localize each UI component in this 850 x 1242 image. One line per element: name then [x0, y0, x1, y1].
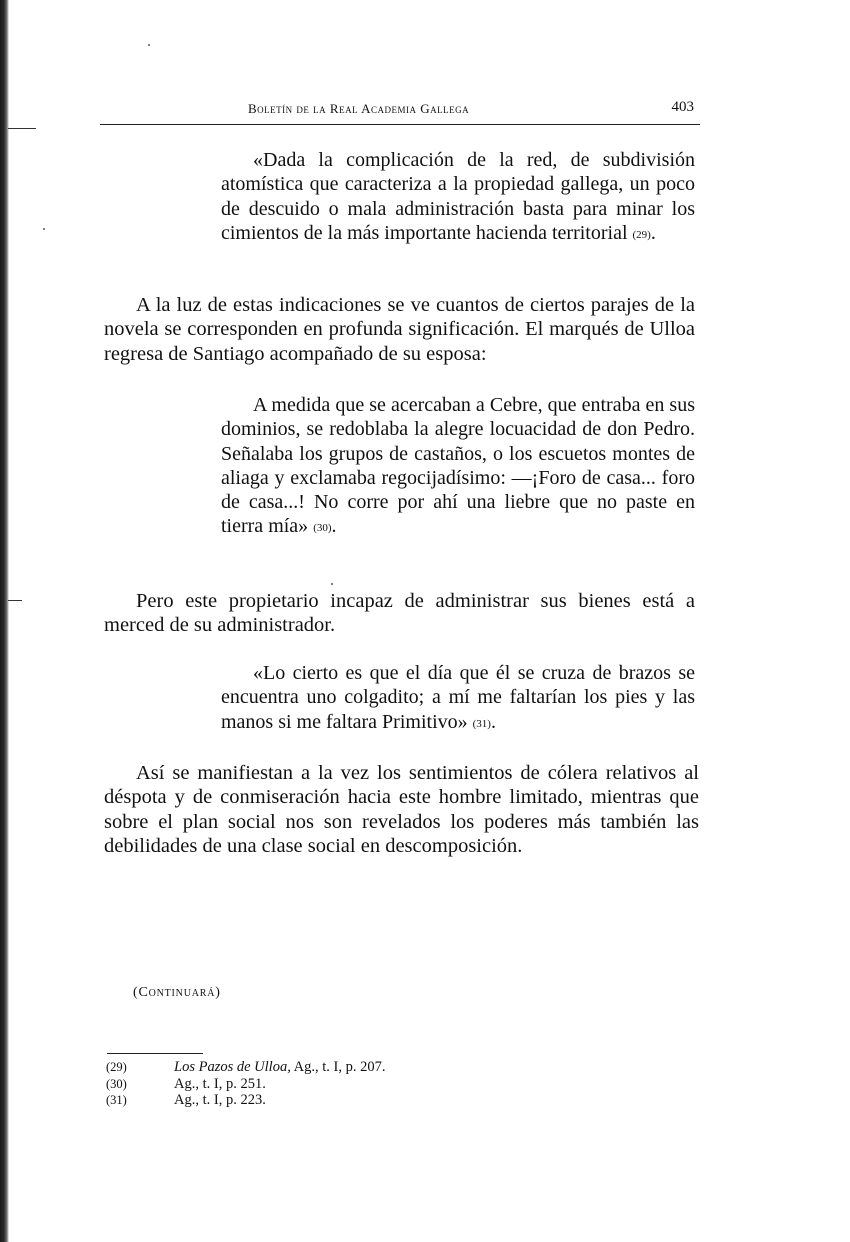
- quote-2-end: .: [331, 515, 337, 538]
- scan-speck: [43, 228, 45, 230]
- running-header: [100, 99, 700, 123]
- scan-mark: [8, 128, 36, 129]
- page-number: 403: [671, 99, 694, 115]
- block-quote-2: [221, 393, 695, 541]
- footnote-work-title: Los Pazos de Ulloa,: [174, 1059, 291, 1075]
- footnote-29: [106, 1059, 626, 1076]
- footnote-ref-29: (29): [632, 228, 651, 241]
- header-rule: [100, 124, 700, 125]
- footnote-citation: Ag., t. I, p. 207.: [293, 1059, 386, 1075]
- footnote-citation: Ag., t. I, p. 223.: [174, 1092, 266, 1108]
- quote-3-text: «Lo cierto es que el día que él se cruza de brazos se encuentra uno colgadito; a mí me faltarían los pies y las manos si me faltara Primitivo»: [221, 662, 695, 733]
- footnote-number: (31): [106, 1093, 127, 1107]
- quote-3-end: .: [490, 710, 496, 733]
- footnote-31: [106, 1092, 626, 1109]
- block-quote-3: [221, 661, 695, 736]
- footnote-ref-30: (30): [313, 522, 332, 535]
- quote-2-text: A medida que se acercaban a Cebre, que entraba en sus dominios, se redoblaba la alegre locuacidad de don Pedro. Señalaba los grupos de castaños, o los escuetos montes de aliaga y exclamaba regocijadísimo: —¡Foro de casa... foro de casa...! No corre por ahí una liebre que no paste en tierra mía»: [221, 394, 695, 538]
- quote-1-end: .: [650, 221, 656, 244]
- paragraph-2: Pero este propietario incapaz de administrar sus bienes está a merced de su administrador.: [104, 590, 695, 637]
- paragraph-3: Así se manifiestan a la vez los sentimientos de cólera relativos al déspota y de conmiseración hacia este hombre limitado, mientras que sobre el plan social nos son revelados los poderes más también las debilidades de una clase social en descomposición.: [104, 762, 699, 858]
- scan-binding-edge: [0, 0, 9, 1242]
- footnote-rule: [107, 1053, 203, 1054]
- journal-title: Boletín de la Real Academia Gallega: [248, 101, 470, 116]
- paragraph-1: A la luz de estas indicaciones se ve cuantos de ciertos parajes de la novela se corresponden en profunda significación. El marqués de Ulloa regresa de Santiago acompañado de su esposa:: [104, 294, 695, 365]
- scan-speck: [148, 44, 150, 46]
- footnote-30: [106, 1076, 626, 1093]
- footnote-citation: Ag., t. I, p. 251.: [174, 1075, 266, 1092]
- scan-speck: [331, 583, 333, 585]
- quote-1-text: «Dada la complicación de la red, de subdivisión atomística que caracteriza a la propiedad gallega, un poco de descuido o mala administración basta para minar los cimientos de la más importante hacienda territorial: [221, 149, 695, 244]
- footnote-number: (29): [106, 1060, 127, 1074]
- footnote-number: (30): [106, 1076, 127, 1091]
- footnote-ref-31: (31): [472, 717, 491, 730]
- footnotes: [106, 1059, 626, 1109]
- block-quote-1: [221, 148, 695, 247]
- scan-mark: [8, 600, 22, 601]
- continued-notice: (Continuará): [133, 985, 221, 1000]
